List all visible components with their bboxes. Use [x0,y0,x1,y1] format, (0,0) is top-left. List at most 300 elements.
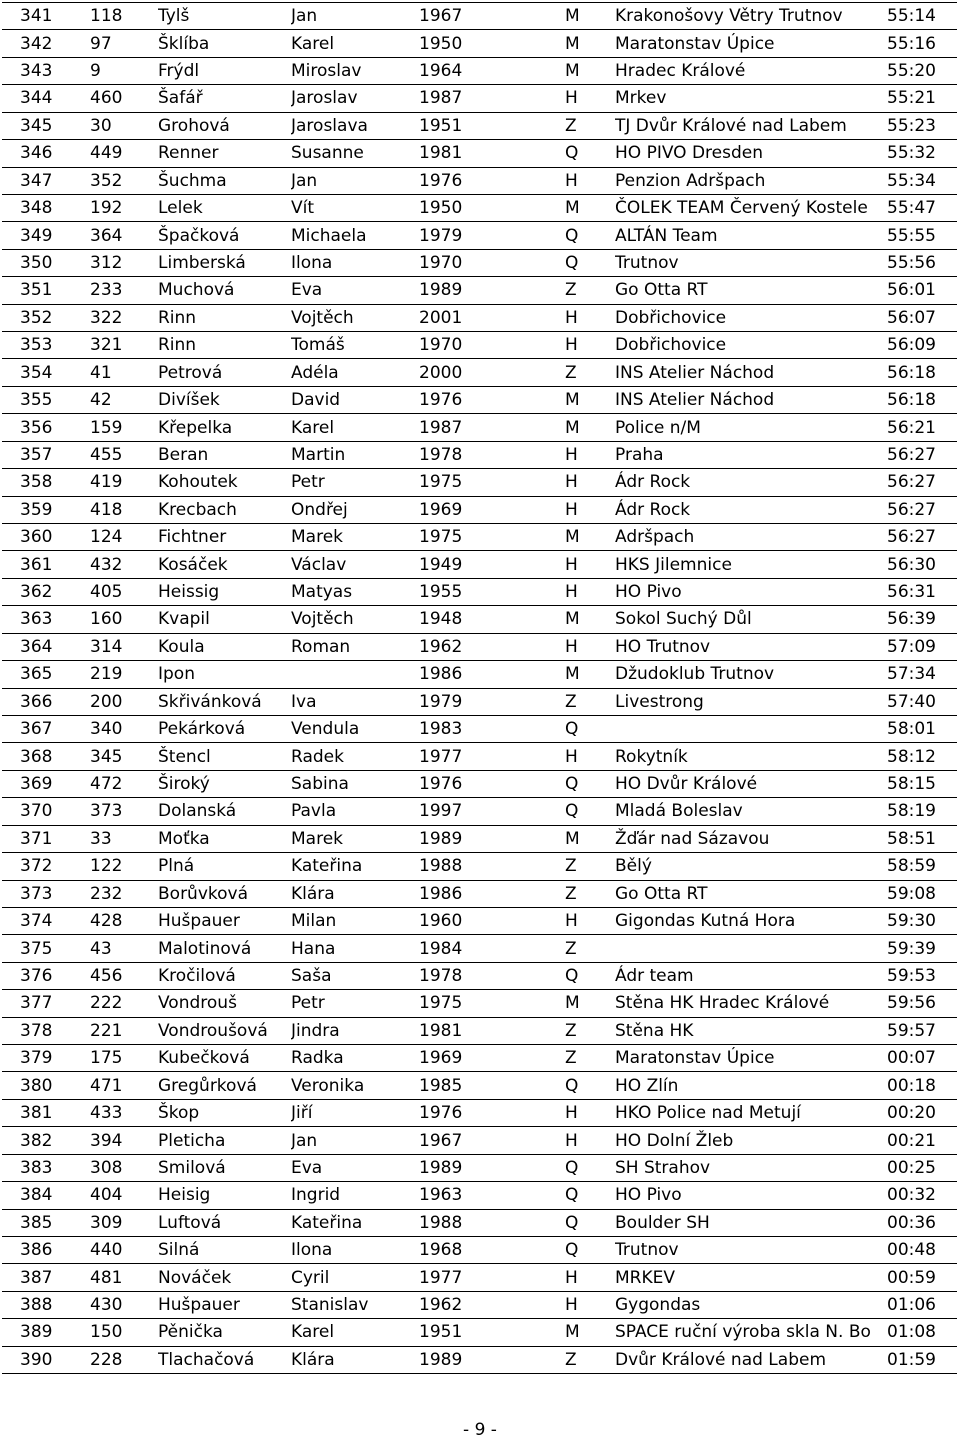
surname-cell: Hušpauer [158,907,291,934]
table-row [2,606,957,633]
birth-year-cell: 1979 [419,688,565,715]
club-cell: HKO Police nad Metují [615,1099,887,1126]
start-number-cell: 97 [88,30,158,57]
club-cell: Trutnov [615,249,887,276]
birth-year-cell: 1970 [419,332,565,359]
club-cell: Ádr Rock [615,469,887,496]
start-number-cell: 30 [88,112,158,139]
place-cell: 343 [2,57,88,84]
surname-cell: Nováček [158,1264,291,1291]
birth-year-cell: 1977 [419,1264,565,1291]
time-cell: 00:59 [887,1264,957,1291]
first-name-cell: Michaela [291,222,419,249]
time-cell: 00:18 [887,1072,957,1099]
time-cell: 55:21 [887,85,957,112]
table-row [2,880,957,907]
category-cell: H [565,578,615,605]
time-cell: 55:34 [887,167,957,194]
category-cell: H [565,469,615,496]
first-name-cell: Petr [291,469,419,496]
club-cell: Boulder SH [615,1209,887,1236]
surname-cell: Široký [158,770,291,797]
category-cell: Q [565,140,615,167]
club-cell: Adršpach [615,524,887,551]
table-row [2,715,957,742]
first-name-cell: Kateřina [291,853,419,880]
category-cell: H [565,907,615,934]
table-row [2,469,957,496]
place-cell: 359 [2,496,88,523]
first-name-cell: Stanislav [291,1291,419,1318]
table-row [2,1346,957,1373]
category-cell: Q [565,798,615,825]
start-number-cell: 43 [88,935,158,962]
place-cell: 373 [2,880,88,907]
place-cell: 371 [2,825,88,852]
club-cell: Maratonstav Úpice [615,1045,887,1072]
table-row [2,962,957,989]
category-cell: Z [565,880,615,907]
first-name-cell: Roman [291,633,419,660]
surname-cell: Tylš [158,3,291,30]
category-cell: Z [565,853,615,880]
time-cell: 56:39 [887,606,957,633]
start-number-cell: 150 [88,1319,158,1346]
table-row [2,277,957,304]
table-row [2,1182,957,1209]
first-name-cell: Martin [291,441,419,468]
first-name-cell: Vendula [291,715,419,742]
surname-cell: Kosáček [158,551,291,578]
table-row [2,1319,957,1346]
surname-cell: Kubečková [158,1045,291,1072]
time-cell: 56:27 [887,524,957,551]
time-cell: 00:36 [887,1209,957,1236]
table-row [2,167,957,194]
first-name-cell: Iva [291,688,419,715]
birth-year-cell: 1988 [419,1209,565,1236]
table-row [2,633,957,660]
category-cell: H [565,496,615,523]
place-cell: 382 [2,1127,88,1154]
first-name-cell: Pavla [291,798,419,825]
place-cell: 376 [2,962,88,989]
time-cell: 55:20 [887,57,957,84]
category-cell: H [565,551,615,578]
time-cell: 00:32 [887,1182,957,1209]
club-cell: HO Pivo [615,578,887,605]
start-number-cell: 345 [88,743,158,770]
club-cell: SH Strahov [615,1154,887,1181]
surname-cell: Koula [158,633,291,660]
category-cell: Q [565,222,615,249]
birth-year-cell: 1984 [419,935,565,962]
start-number-cell: 232 [88,880,158,907]
birth-year-cell: 1976 [419,167,565,194]
birth-year-cell: 1950 [419,194,565,221]
place-cell: 385 [2,1209,88,1236]
first-name-cell: Tomáš [291,332,419,359]
table-row [2,853,957,880]
start-number-cell: 192 [88,194,158,221]
surname-cell: Špačková [158,222,291,249]
surname-cell: Heissig [158,578,291,605]
birth-year-cell: 1951 [419,112,565,139]
first-name-cell: Karel [291,30,419,57]
time-cell: 57:40 [887,688,957,715]
first-name-cell: Miroslav [291,57,419,84]
club-cell: TJ Dvůr Králové nad Labem [615,112,887,139]
club-cell: Bělý [615,853,887,880]
club-cell: Maratonstav Úpice [615,30,887,57]
surname-cell: Frýdl [158,57,291,84]
time-cell: 56:09 [887,332,957,359]
place-cell: 349 [2,222,88,249]
first-name-cell: Milan [291,907,419,934]
place-cell: 386 [2,1236,88,1263]
category-cell: Q [565,1209,615,1236]
surname-cell: Muchová [158,277,291,304]
table-row [2,990,957,1017]
surname-cell: Heisig [158,1182,291,1209]
start-number-cell: 440 [88,1236,158,1263]
table-row [2,551,957,578]
place-cell: 383 [2,1154,88,1181]
club-cell: HO Dvůr Králové [615,770,887,797]
start-number-cell: 352 [88,167,158,194]
club-cell: HO PIVO Dresden [615,140,887,167]
birth-year-cell: 1950 [419,30,565,57]
birth-year-cell: 1976 [419,770,565,797]
birth-year-cell: 2001 [419,304,565,331]
place-cell: 367 [2,715,88,742]
club-cell: HO Dolní Žleb [615,1127,887,1154]
start-number-cell: 314 [88,633,158,660]
surname-cell: Kvapil [158,606,291,633]
start-number-cell: 404 [88,1182,158,1209]
club-cell: Mrkev [615,85,887,112]
category-cell: M [565,606,615,633]
birth-year-cell: 1987 [419,85,565,112]
birth-year-cell: 1978 [419,962,565,989]
birth-year-cell: 1970 [419,249,565,276]
category-cell: M [565,386,615,413]
first-name-cell: Vojtěch [291,606,419,633]
table-row [2,496,957,523]
category-cell: H [565,167,615,194]
time-cell: 56:21 [887,414,957,441]
table-row [2,85,957,112]
first-name-cell: Ondřej [291,496,419,523]
place-cell: 360 [2,524,88,551]
club-cell: Krakonošovy Větry Trutnov [615,3,887,30]
first-name-cell: Karel [291,1319,419,1346]
first-name-cell: Jindra [291,1017,419,1044]
time-cell: 55:14 [887,3,957,30]
club-cell [615,715,887,742]
place-cell: 362 [2,578,88,605]
first-name-cell: Ilona [291,1236,419,1263]
place-cell: 374 [2,907,88,934]
surname-cell: Šuchma [158,167,291,194]
place-cell: 364 [2,633,88,660]
table-row [2,1236,957,1263]
start-number-cell: 233 [88,277,158,304]
category-cell: M [565,3,615,30]
category-cell: Q [565,1072,615,1099]
table-row [2,1127,957,1154]
club-cell: Džudoklub Trutnov [615,661,887,688]
category-cell: Q [565,1182,615,1209]
surname-cell: Renner [158,140,291,167]
page-number: - 9 - [463,1420,497,1440]
first-name-cell: Eva [291,277,419,304]
surname-cell: Dolanská [158,798,291,825]
surname-cell: Škop [158,1099,291,1126]
club-cell: Dvůr Králové nad Labem [615,1346,887,1373]
surname-cell: Vondroušová [158,1017,291,1044]
birth-year-cell: 1951 [419,1319,565,1346]
category-cell: Q [565,1154,615,1181]
club-cell: Dobřichovice [615,332,887,359]
category-cell: M [565,661,615,688]
start-number-cell: 42 [88,386,158,413]
first-name-cell [291,661,419,688]
start-number-cell: 33 [88,825,158,852]
category-cell: M [565,990,615,1017]
club-cell: Mladá Boleslav [615,798,887,825]
surname-cell: Silná [158,1236,291,1263]
time-cell: 57:34 [887,661,957,688]
place-cell: 390 [2,1346,88,1373]
time-cell: 00:25 [887,1154,957,1181]
first-name-cell: Ingrid [291,1182,419,1209]
club-cell: Livestrong [615,688,887,715]
birth-year-cell: 1960 [419,907,565,934]
club-cell: Sokol Suchý Důl [615,606,887,633]
start-number-cell: 471 [88,1072,158,1099]
first-name-cell: Jaroslava [291,112,419,139]
start-number-cell: 41 [88,359,158,386]
surname-cell: Divíšek [158,386,291,413]
first-name-cell: Jiří [291,1099,419,1126]
table-row [2,688,957,715]
place-cell: 370 [2,798,88,825]
surname-cell: Lelek [158,194,291,221]
first-name-cell: Cyril [291,1264,419,1291]
time-cell: 55:16 [887,30,957,57]
place-cell: 380 [2,1072,88,1099]
birth-year-cell: 1969 [419,496,565,523]
table-row [2,1099,957,1126]
category-cell: H [565,743,615,770]
start-number-cell: 418 [88,496,158,523]
place-cell: 378 [2,1017,88,1044]
start-number-cell: 419 [88,469,158,496]
birth-year-cell: 1976 [419,386,565,413]
club-cell: Praha [615,441,887,468]
surname-cell: Kročilová [158,962,291,989]
club-cell: HO Pivo [615,1182,887,1209]
table-row [2,1264,957,1291]
category-cell: H [565,1127,615,1154]
surname-cell: Skřivánková [158,688,291,715]
first-name-cell: Jaroslav [291,85,419,112]
place-cell: 345 [2,112,88,139]
place-cell: 368 [2,743,88,770]
place-cell: 388 [2,1291,88,1318]
category-cell: Z [565,935,615,962]
start-number-cell: 321 [88,332,158,359]
first-name-cell: Václav [291,551,419,578]
start-number-cell: 405 [88,578,158,605]
start-number-cell: 432 [88,551,158,578]
start-number-cell: 433 [88,1099,158,1126]
table-row [2,1072,957,1099]
table-row [2,3,957,30]
category-cell: Q [565,1236,615,1263]
club-cell: HO Trutnov [615,633,887,660]
club-cell: Hradec Králové [615,57,887,84]
table-row [2,743,957,770]
category-cell: M [565,524,615,551]
category-cell: Q [565,715,615,742]
time-cell: 58:19 [887,798,957,825]
time-cell: 01:08 [887,1319,957,1346]
start-number-cell: 472 [88,770,158,797]
time-cell: 55:55 [887,222,957,249]
table-row [2,524,957,551]
start-number-cell: 364 [88,222,158,249]
table-row [2,249,957,276]
first-name-cell: Petr [291,990,419,1017]
start-number-cell: 9 [88,57,158,84]
results-table [2,2,957,1374]
category-cell: H [565,85,615,112]
surname-cell: Gregůrková [158,1072,291,1099]
club-cell: Penzion Adršpach [615,167,887,194]
start-number-cell: 322 [88,304,158,331]
first-name-cell: Sabina [291,770,419,797]
club-cell: INS Atelier Náchod [615,359,887,386]
place-cell: 355 [2,386,88,413]
surname-cell: Pekárková [158,715,291,742]
time-cell: 58:51 [887,825,957,852]
category-cell: Z [565,277,615,304]
table-row [2,1017,957,1044]
birth-year-cell: 1948 [419,606,565,633]
start-number-cell: 481 [88,1264,158,1291]
time-cell: 55:56 [887,249,957,276]
place-cell: 379 [2,1045,88,1072]
start-number-cell: 222 [88,990,158,1017]
results-body [2,3,957,1374]
place-cell: 389 [2,1319,88,1346]
place-cell: 350 [2,249,88,276]
club-cell: Žďár nad Sázavou [615,825,887,852]
start-number-cell: 455 [88,441,158,468]
birth-year-cell: 1997 [419,798,565,825]
start-number-cell: 373 [88,798,158,825]
start-number-cell: 309 [88,1209,158,1236]
time-cell: 55:32 [887,140,957,167]
first-name-cell: Karel [291,414,419,441]
table-row [2,30,957,57]
first-name-cell: Vít [291,194,419,221]
birth-year-cell: 2000 [419,359,565,386]
first-name-cell: Matyas [291,578,419,605]
start-number-cell: 340 [88,715,158,742]
birth-year-cell: 1981 [419,1017,565,1044]
time-cell: 56:18 [887,359,957,386]
table-row [2,57,957,84]
birth-year-cell: 1955 [419,578,565,605]
time-cell: 56:27 [887,469,957,496]
table-row [2,441,957,468]
time-cell: 58:15 [887,770,957,797]
start-number-cell: 159 [88,414,158,441]
time-cell: 59:39 [887,935,957,962]
table-row [2,112,957,139]
club-cell: ALTÁN Team [615,222,887,249]
surname-cell: Smilová [158,1154,291,1181]
club-cell: Rokytník [615,743,887,770]
place-cell: 344 [2,85,88,112]
table-row [2,194,957,221]
place-cell: 365 [2,661,88,688]
time-cell: 56:01 [887,277,957,304]
first-name-cell: Jan [291,3,419,30]
club-cell: HO Zlín [615,1072,887,1099]
surname-cell: Hušpauer [158,1291,291,1318]
start-number-cell: 118 [88,3,158,30]
place-cell: 341 [2,3,88,30]
first-name-cell: Kateřina [291,1209,419,1236]
first-name-cell: Marek [291,825,419,852]
first-name-cell: Radek [291,743,419,770]
start-number-cell: 449 [88,140,158,167]
birth-year-cell: 1977 [419,743,565,770]
category-cell: M [565,194,615,221]
place-cell: 363 [2,606,88,633]
club-cell [615,935,887,962]
first-name-cell: Klára [291,1346,419,1373]
place-cell: 377 [2,990,88,1017]
club-cell: Go Otta RT [615,880,887,907]
birth-year-cell: 1975 [419,990,565,1017]
time-cell: 57:09 [887,633,957,660]
birth-year-cell: 1986 [419,880,565,907]
place-cell: 356 [2,414,88,441]
place-cell: 342 [2,30,88,57]
birth-year-cell: 1967 [419,3,565,30]
surname-cell: Kohoutek [158,469,291,496]
first-name-cell: Jan [291,1127,419,1154]
surname-cell: Plná [158,853,291,880]
surname-cell: Štencl [158,743,291,770]
category-cell: Z [565,1045,615,1072]
table-row [2,140,957,167]
birth-year-cell: 1986 [419,661,565,688]
birth-year-cell: 1983 [419,715,565,742]
place-cell: 381 [2,1099,88,1126]
birth-year-cell: 1987 [419,414,565,441]
birth-year-cell: 1989 [419,1346,565,1373]
surname-cell: Rinn [158,304,291,331]
place-cell: 361 [2,551,88,578]
start-number-cell: 394 [88,1127,158,1154]
birth-year-cell: 1989 [419,1154,565,1181]
